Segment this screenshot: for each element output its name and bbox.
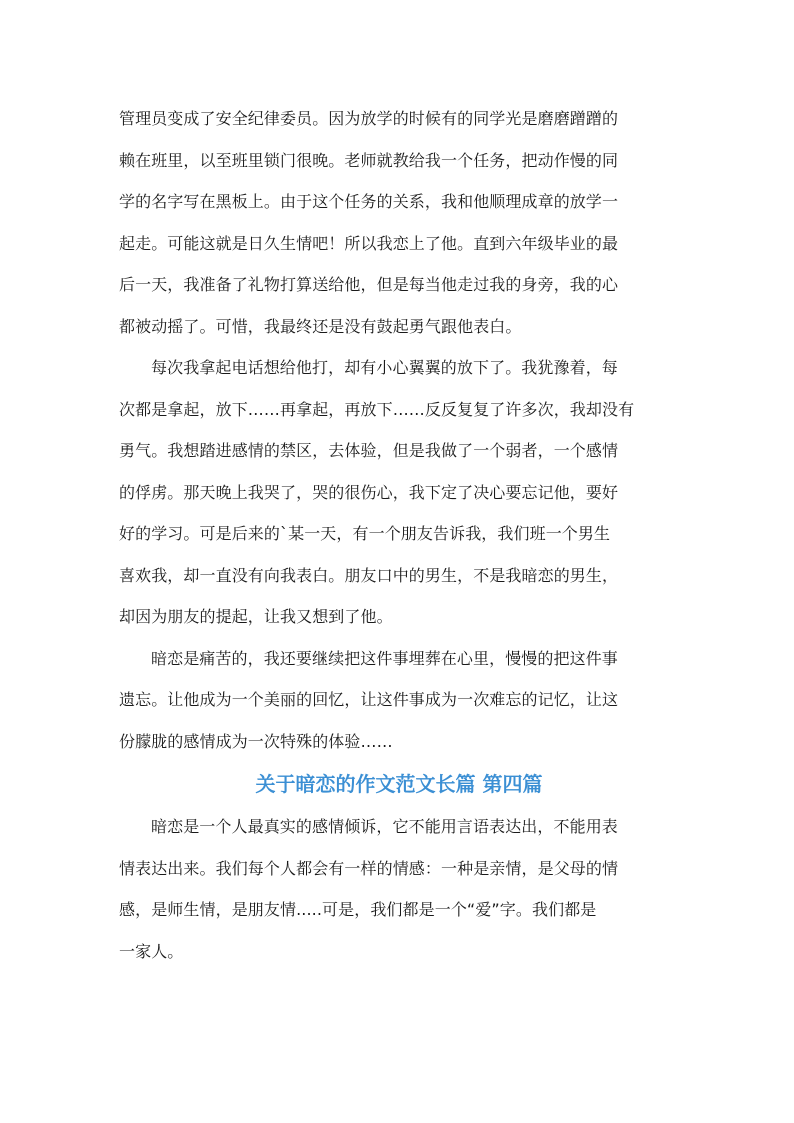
paragraph	[119, 638, 679, 763]
section-heading: 关于暗恋的作文范文长篇 第四篇	[255, 772, 543, 796]
text-line: 赖在班里，以至班里锁门很晚。老师就教给我一个任务，把动作慢的同	[119, 150, 619, 170]
paragraph	[119, 98, 679, 347]
text-line: 次都是拿起，放下……再拿起，再放下……反反复复了许多次，我却没有	[119, 399, 635, 419]
text-line: 暗恋是一个人最真实的感情倾诉，它不能用言语表达出，不能用表	[151, 817, 618, 836]
text-line: 后一天，我准备了礼物打算送给他，但是每当他走过我的身旁，我的心	[119, 275, 619, 294]
text-line: 遗忘。让他成为一个美丽的回忆，让这件事成为一次难忘的记忆，让这	[119, 690, 619, 709]
text-line: 一家人。	[119, 941, 184, 961]
text-line: 好的学习。可是后来的`某一天，有一个朋友告诉我，我们班一个男生	[119, 524, 611, 543]
paragraph	[119, 347, 679, 638]
text-line: 学的名字写在黑板上。由于这个任务的关系，我和他顺理成章的放学一	[119, 192, 619, 211]
text-line: 喜欢我，却一直没有向我表白。朋友口中的男生，不是我暗恋的男生，	[119, 565, 619, 585]
text-line: 每次我拿起电话想给他打，却有小心翼翼的放下了。我犹豫着，每	[151, 358, 618, 377]
text-line: 却因为朋友的提起，让我又想到了他。	[119, 607, 393, 626]
text-line: 都被动摇了。可惜，我最终还是没有鼓起勇气跟他表白。	[119, 316, 522, 336]
paragraph	[119, 806, 679, 972]
text-line: 的俘虏。那天晚上我哭了，哭的很伤心，我下定了决心要忘记他，要好	[119, 482, 619, 502]
text-line: 起走。可能这就是日久生情吧！所以我恋上了他。直到六年级毕业的最	[119, 233, 619, 253]
text-line: 感，是师生情，是朋友情.....可是，我们都是一个“爱”字。我们都是	[119, 900, 597, 919]
text-line: 暗恋是痛苦的，我还要继续把这件事埋葬在心里，慢慢的把这件事	[151, 648, 618, 668]
text-line: 份朦胧的感情成为一次特殊的体验……	[119, 731, 393, 751]
text-line: 勇气。我想踏进感情的禁区，去体验，但是我做了一个弱者，一个感情	[119, 441, 619, 460]
document-body	[119, 98, 679, 972]
text-line: 情表达出来。我们每个人都会有一样的情感：一种是亲情，是父母的情	[119, 858, 619, 878]
text-line: 管理员变成了安全纪律委员。因为放学的时候有的同学光是磨磨蹭蹭的	[119, 109, 619, 128]
